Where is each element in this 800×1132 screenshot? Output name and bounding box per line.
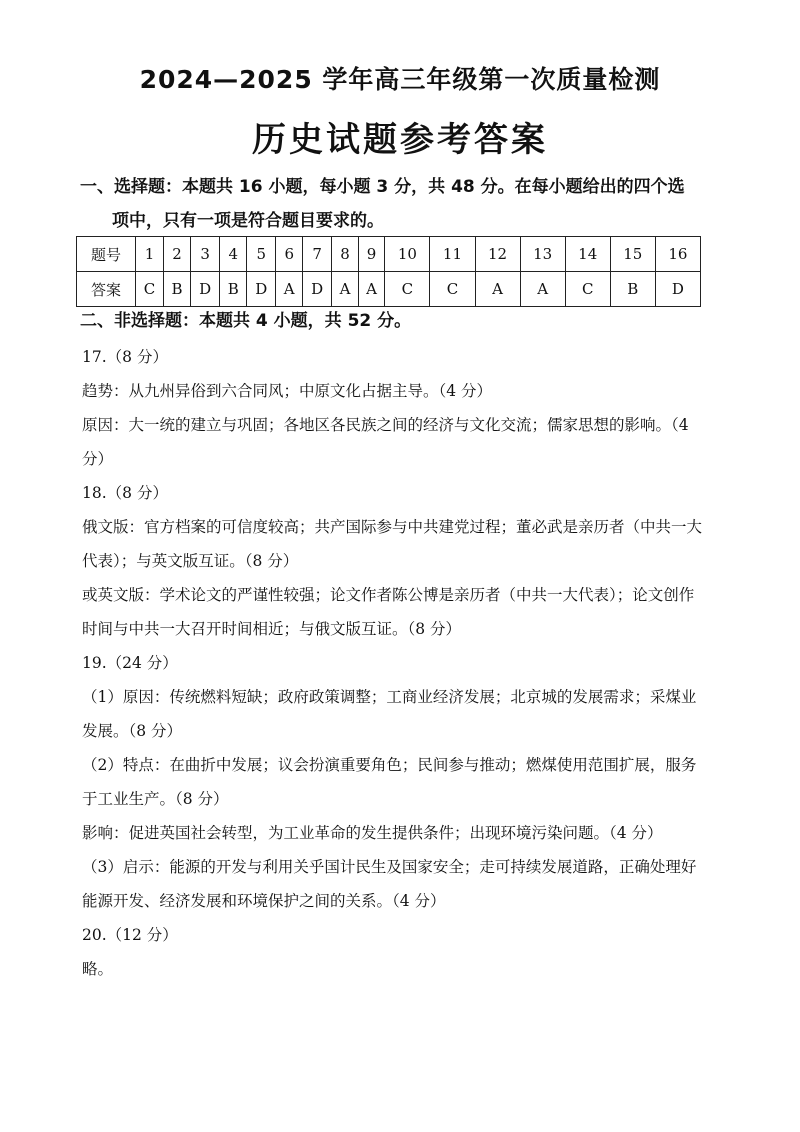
question-number-cell: 6	[276, 237, 303, 272]
answer-key-title: 历史试题参考答案	[252, 120, 548, 160]
answer-label: 答案	[77, 272, 136, 307]
answer-cell: C	[565, 272, 610, 307]
question-number-cell: 2	[164, 237, 191, 272]
answer-line: 18.（8 分）	[82, 484, 168, 502]
question-number-cell: 9	[358, 237, 385, 272]
answer-line: 于工业生产。（8 分）	[82, 790, 229, 808]
answer-line: 趋势：从九州异俗到六合同风；中原文化占据主导。（4 分）	[82, 382, 493, 400]
answer-row	[77, 272, 701, 307]
answer-line: 分）	[82, 450, 114, 468]
answer-cell: C	[430, 272, 475, 307]
answer-line: 时间与中共一大召开时间相近；与俄文版互证。（8 分）	[82, 620, 462, 638]
answer-line: 略。	[82, 960, 114, 978]
answer-line: （2）特点：在曲折中发展；议会扮演重要角色；民间参与推动；燃煤使用范围扩展，服务	[82, 756, 697, 774]
answer-line: （3）启示：能源的开发与利用关乎国计民生及国家安全；走可持续发展道路，正确处理好	[82, 858, 697, 876]
answer-line: 发展。（8 分）	[82, 722, 183, 740]
answer-cell: A	[520, 272, 565, 307]
section-two-heading: 二、非选择题：本题共 4 小题，共 52 分。	[80, 311, 412, 331]
answer-cell: A	[475, 272, 520, 307]
section-one-line-2: 项中，只有一项是符合题目要求的。	[112, 211, 384, 231]
answer-line: 俄文版：官方档案的可信度较高；共产国际参与中共建党过程；董必武是亲历者（中共一大	[82, 518, 703, 536]
answer-line: 代表）；与英文版互证。（8 分）	[82, 552, 299, 570]
answer-cell: B	[220, 272, 247, 307]
question-number-cell: 13	[520, 237, 565, 272]
answer-line: 17.（8 分）	[82, 348, 168, 366]
answer-line: （1）原因：传统燃料短缺；政府政策调整；工商业经济发展；北京城的发展需求；采煤业	[82, 688, 697, 706]
question-number-cell: 14	[565, 237, 610, 272]
answer-cell: D	[190, 272, 219, 307]
question-number-cell: 12	[475, 237, 520, 272]
answer-line: 19.（24 分）	[82, 654, 178, 672]
answer-cell: C	[385, 272, 430, 307]
question-number-cell: 16	[655, 237, 700, 272]
section-one-line-1: 一、选择题：本题共 16 小题，每小题 3 分，共 48 分。在每小题给出的四个选	[80, 177, 685, 197]
answer-line: 20.（12 分）	[82, 926, 178, 944]
answer-line: 影响：促进英国社会转型，为工业革命的发生提供条件；出现环境污染问题。（4 分）	[82, 824, 663, 842]
answer-cell: D	[303, 272, 332, 307]
answer-cell: B	[164, 272, 191, 307]
answer-line: 能源开发、经济发展和环境保护之间的关系。（4 分）	[82, 892, 446, 910]
answer-cell: D	[247, 272, 276, 307]
answer-cell: A	[358, 272, 385, 307]
answer-cell: B	[610, 272, 655, 307]
question-number-cell: 3	[190, 237, 219, 272]
answer-line: 或英文版：学术论文的严谨性较强；论文作者陈公博是亲历者（中共一大代表）；论文创作	[82, 586, 695, 604]
exam-title: 2024—2025 学年高三年级第一次质量检测	[139, 65, 661, 94]
answer-line: 原因：大一统的建立与巩固；各地区各民族之间的经济与文化交流；儒家思想的影响。（4	[82, 416, 689, 434]
question-number-cell: 10	[385, 237, 430, 272]
question-number-cell: 5	[247, 237, 276, 272]
section-one-heading	[80, 170, 720, 238]
answer-cell: A	[276, 272, 303, 307]
question-number-cell: 11	[430, 237, 475, 272]
question-number-cell: 7	[303, 237, 332, 272]
question-number-cell: 15	[610, 237, 655, 272]
question-number-cell: 1	[136, 237, 164, 272]
question-number-label: 题号	[77, 237, 136, 272]
answer-body	[82, 340, 718, 986]
question-number-row	[77, 237, 701, 272]
question-number-cell: 4	[220, 237, 247, 272]
answer-table	[76, 236, 701, 307]
answer-cell: A	[332, 272, 359, 307]
answer-cell: D	[655, 272, 700, 307]
answer-cell: C	[136, 272, 164, 307]
question-number-cell: 8	[332, 237, 359, 272]
